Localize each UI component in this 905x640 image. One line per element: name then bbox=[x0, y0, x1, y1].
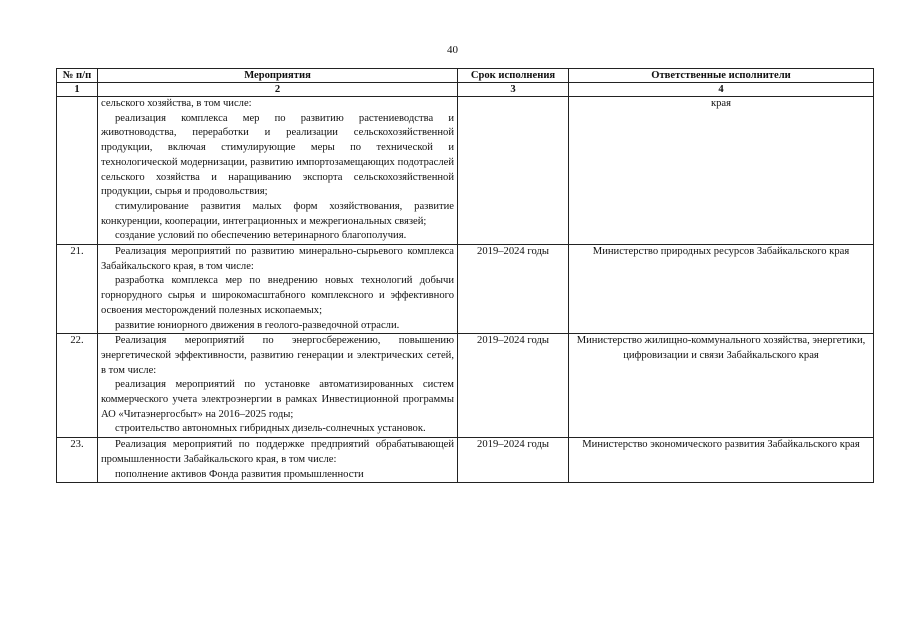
measure-paragraph: строительство автономных гибридных дизель-солнечных установок. bbox=[115, 423, 426, 435]
column-number-2: 2 bbox=[98, 83, 458, 97]
header-term: Срок исполнения bbox=[458, 69, 569, 83]
measure-paragraph: разработка комплекса мер по внедрению новых технологий добычи горнорудного сырья и широкомасштабного комплексного и эффективного освоения месторождений полезных ископаемых; bbox=[101, 275, 454, 316]
responsible-cell: края bbox=[569, 97, 874, 245]
measures-table bbox=[56, 68, 874, 483]
column-number-3: 3 bbox=[458, 83, 569, 97]
header-row bbox=[57, 69, 874, 83]
measure-paragraph: создание условий по обеспечению ветеринарного благополучия. bbox=[115, 230, 407, 242]
table-row bbox=[57, 334, 874, 438]
measure-cell bbox=[98, 97, 458, 245]
term-cell: 2019–2024 годы bbox=[458, 438, 569, 483]
table-row bbox=[57, 438, 874, 483]
row-number: 22. bbox=[57, 334, 98, 438]
measure-paragraph: Реализация мероприятий по энергосбережению, повышению энергетической эффективности, развитию генерации и электрических сетей, в том числе: bbox=[101, 335, 454, 376]
row-number: 21. bbox=[57, 245, 98, 334]
column-number-row bbox=[57, 83, 874, 97]
header-measures: Мероприятия bbox=[98, 69, 458, 83]
responsible-cell: Министерство экономического развития Забайкальского края bbox=[569, 438, 874, 483]
row-number bbox=[57, 97, 98, 245]
measure-cell bbox=[98, 334, 458, 438]
measure-paragraph: реализация комплекса мер по развитию растениеводства и животноводства, переработки и реализации сельскохозяйственной продукции, включая стимулирующие меры по технической и технологической модернизации, развитию импортозамещающих подотраслей сельского хозяйства и наращиванию экспорта сельскохозяйственной продукции, сырья и продовольствия; bbox=[101, 112, 454, 198]
measure-paragraph: развитие юниорного движения в геолого-разведочной отрасли. bbox=[115, 319, 400, 331]
table-row bbox=[57, 97, 874, 245]
measure-paragraph: стимулирование развития малых форм хозяйствования, развитие конкуренции, кооперации, интеграционных и межрегиональных связей; bbox=[101, 200, 454, 227]
measure-paragraph: пополнение активов Фонда развития промышленности bbox=[115, 468, 364, 480]
measure-paragraph: Реализация мероприятий по развитию минерально-сырьевого комплекса Забайкальского края, в том числе: bbox=[101, 246, 454, 272]
responsible-cell: Министерство природных ресурсов Забайкальского края bbox=[569, 245, 874, 334]
term-cell: 2019–2024 годы bbox=[458, 245, 569, 334]
measure-cell bbox=[98, 438, 458, 483]
term-cell bbox=[458, 97, 569, 245]
term-cell: 2019–2024 годы bbox=[458, 334, 569, 438]
row-number: 23. bbox=[57, 438, 98, 483]
column-number-1: 1 bbox=[57, 83, 98, 97]
measure-paragraph: сельского хозяйства, в том числе: bbox=[101, 98, 252, 109]
column-number-4: 4 bbox=[569, 83, 874, 97]
measure-paragraph: Реализация мероприятий по поддержке предприятий обрабатывающей промышленности Забайкальского края, в том числе: bbox=[101, 439, 454, 465]
header-num: № п/п bbox=[57, 69, 98, 83]
page-number: 40 bbox=[447, 44, 458, 56]
measure-paragraph: реализация мероприятий по установке автоматизированных систем коммерческого учета электроэнергии в рамках Инвестиционной программы АО «Читаэнергосбыт» на 2016–2025 годы; bbox=[101, 379, 454, 420]
table-row bbox=[57, 245, 874, 334]
responsible-cell: Министерство жилищно-коммунального хозяйства, энергетики, цифровизации и связи Забайкальского края bbox=[569, 334, 874, 438]
measure-cell bbox=[98, 245, 458, 334]
header-responsible: Ответственные исполнители bbox=[569, 69, 874, 83]
